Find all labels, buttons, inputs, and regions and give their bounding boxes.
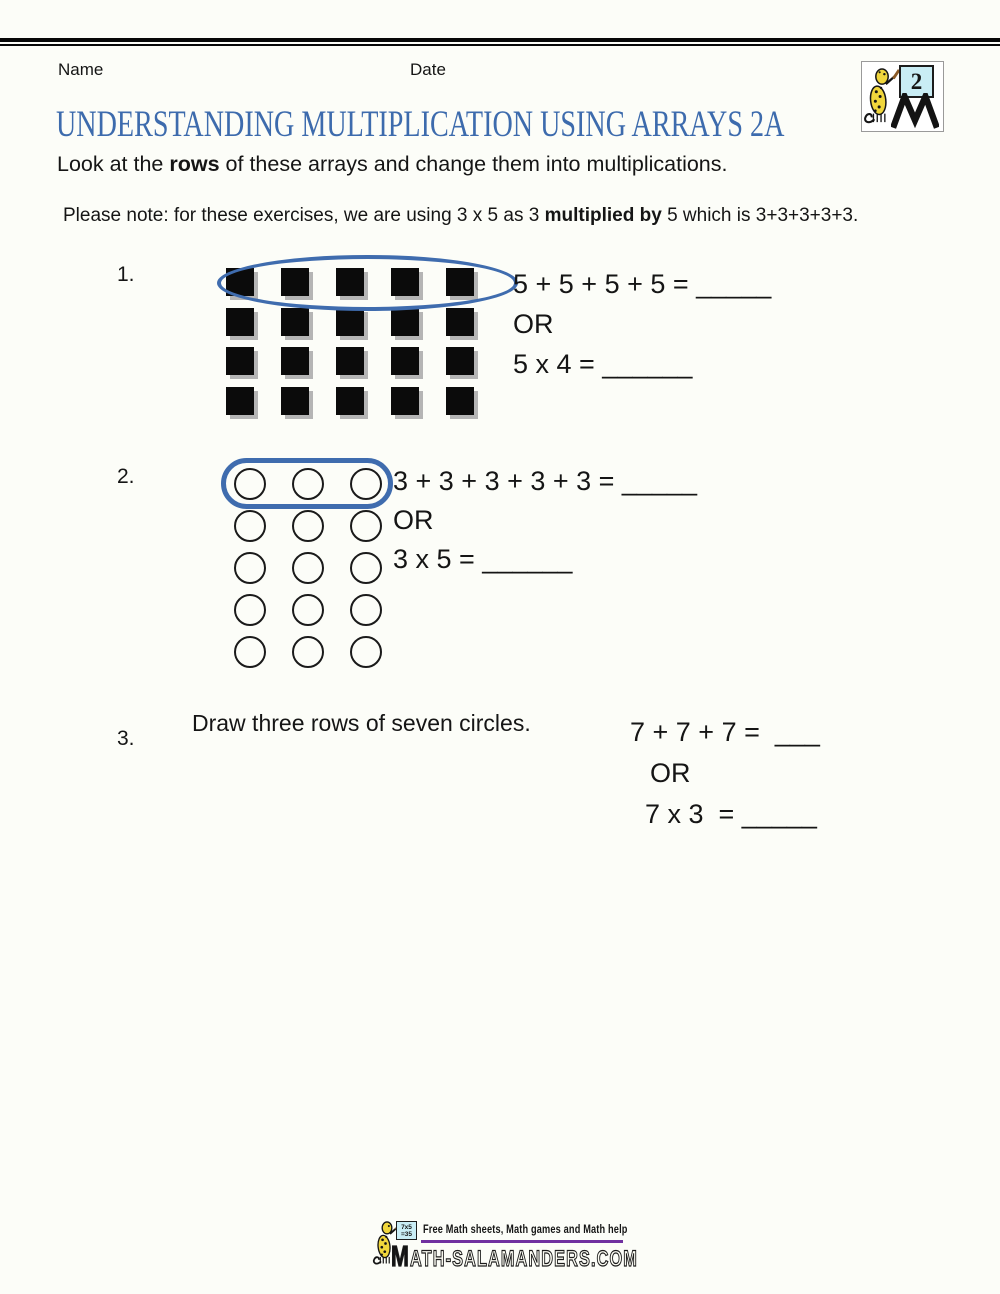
instructions-text: of these arrays and change them into multiplications. xyxy=(219,152,728,176)
square-array-cell xyxy=(391,308,419,336)
square-array-cell xyxy=(226,347,254,375)
square-array-cell xyxy=(336,347,364,375)
circle-array-cell xyxy=(292,552,324,584)
array-row xyxy=(234,636,382,668)
square-array-cell xyxy=(281,347,309,375)
equation-line: 7 + 7 + 7 = ___ xyxy=(630,717,820,747)
circle-array-cell xyxy=(292,594,324,626)
square-array-cell xyxy=(446,308,474,336)
footer-board-badge xyxy=(396,1221,417,1240)
equation-line: OR xyxy=(393,505,434,535)
top-divider xyxy=(0,38,1000,46)
square-array-cell xyxy=(281,387,309,415)
square-array-cell xyxy=(391,387,419,415)
equation-line: 5 + 5 + 5 + 5 = _____ xyxy=(513,269,772,299)
square-array-cell xyxy=(446,347,474,375)
row-highlight-oval xyxy=(221,458,393,509)
footer-tagline: Free Math sheets, Math games and Math help xyxy=(423,1224,628,1236)
question-2-number: 2. xyxy=(117,465,135,488)
page-title: UNDERSTANDING MULTIPLICATION USING ARRAYS 2A xyxy=(56,104,785,145)
question-3-equations xyxy=(630,712,820,835)
circle-array-cell xyxy=(234,636,266,668)
circle-array-cell xyxy=(234,552,266,584)
note-prefix: Please note: for these exercises, we are using 3 x 5 as 3 xyxy=(63,205,545,226)
equation-line: 3 + 3 + 3 + 3 + 3 = _____ xyxy=(393,466,698,496)
equation-line: OR xyxy=(650,758,691,788)
equation-line: 3 x 5 = ______ xyxy=(393,544,573,574)
array-row xyxy=(234,510,382,542)
array-row xyxy=(226,347,474,375)
circle-array-cell xyxy=(350,636,382,668)
board-line: 7x5 xyxy=(401,1223,412,1231)
instructions-text: Look at the xyxy=(57,152,170,176)
site-name: MATH-SALAMANDERS.COM xyxy=(391,1241,638,1273)
date-label: Date xyxy=(410,60,446,79)
square-array-cell xyxy=(226,387,254,415)
row-highlight-oval xyxy=(217,255,518,311)
array-row xyxy=(234,594,382,626)
array-row xyxy=(226,308,474,336)
square-array-cell xyxy=(281,308,309,336)
brand-logo xyxy=(861,61,944,132)
m-logo-icon xyxy=(891,93,939,129)
circle-array-cell xyxy=(350,594,382,626)
note-bold: multiplied by xyxy=(544,205,662,226)
question-1-equations xyxy=(513,264,771,384)
circle-array-cell xyxy=(350,510,382,542)
circle-array-cell xyxy=(350,552,382,584)
circle-array-cell xyxy=(292,510,324,542)
circle-array-cell xyxy=(234,594,266,626)
equation-line: 5 x 4 = ______ xyxy=(513,349,693,379)
question-2-equations xyxy=(393,462,697,579)
note-text xyxy=(63,205,858,227)
equation-line: OR xyxy=(513,309,554,339)
array-row xyxy=(234,552,382,584)
square-array-cell xyxy=(336,387,364,415)
circle-array-cell xyxy=(292,636,324,668)
question-1-number: 1. xyxy=(117,263,135,286)
array-row xyxy=(226,387,474,415)
question-3-number: 3. xyxy=(117,727,135,750)
instructions xyxy=(57,152,727,177)
question-3-instruction: Draw three rows of seven circles. xyxy=(192,710,531,736)
square-array-cell xyxy=(226,308,254,336)
square-array-cell xyxy=(336,308,364,336)
equation-line: 7 x 3 = _____ xyxy=(645,799,817,829)
square-array-cell xyxy=(446,387,474,415)
badge-number: 2 xyxy=(910,68,923,94)
note-suffix: 5 which is 3+3+3+3+3. xyxy=(661,205,859,226)
square-array-cell xyxy=(391,347,419,375)
name-label: Name xyxy=(58,60,104,79)
board-line: =35 xyxy=(400,1230,413,1238)
circle-array-cell xyxy=(234,510,266,542)
instructions-bold: rows xyxy=(169,152,220,176)
